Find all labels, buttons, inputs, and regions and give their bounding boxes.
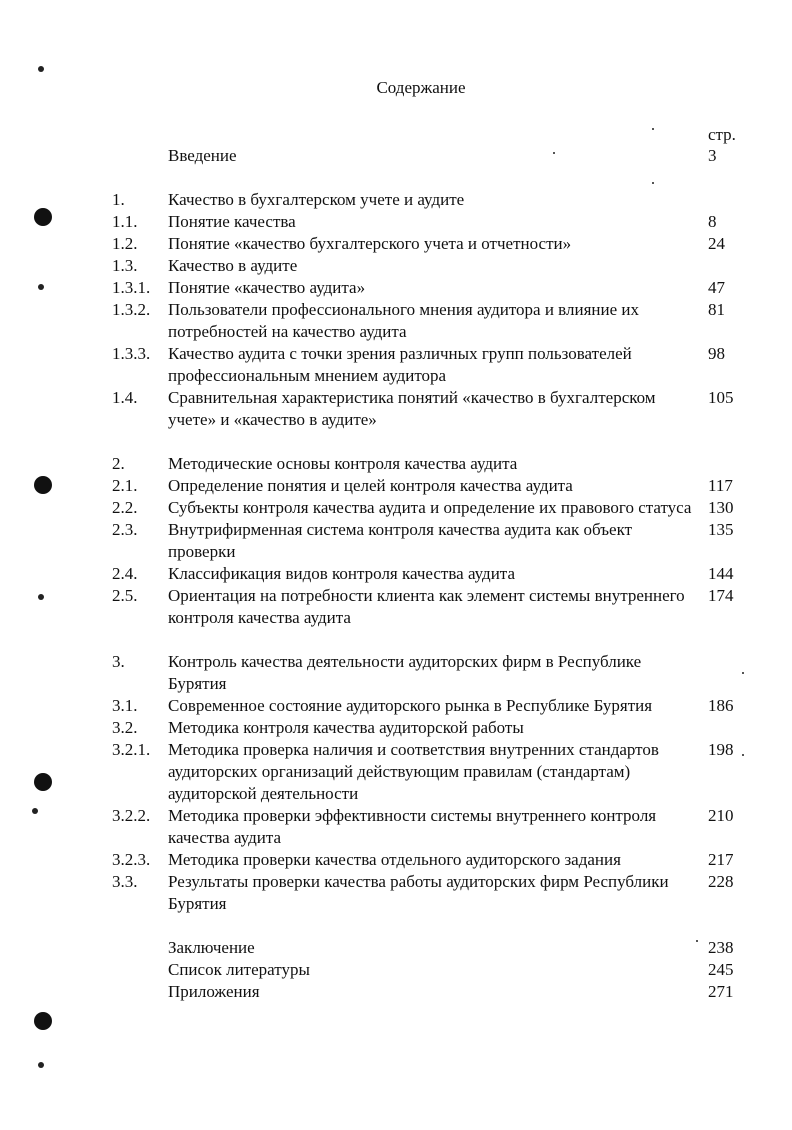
toc-entry-text: Сравнительная характеристика понятий «качество в бухгалтерском учете» и «качество в аудите» bbox=[168, 388, 656, 429]
toc-entry-page: 135 bbox=[708, 520, 734, 539]
toc-entry-text: Понятие «качество бухгалтерского учета и отчетности» bbox=[168, 234, 572, 253]
page-column-label: стр. bbox=[708, 125, 736, 144]
table-of-contents bbox=[0, 145, 792, 1003]
scan-dot-mark bbox=[652, 128, 654, 130]
toc-entry-text: Методика проверка наличия и соответствия внутренних стандартов аудиторских организаций действующим правилам (стандартам) аудиторской деятельности bbox=[168, 740, 659, 803]
toc-entry-intro bbox=[0, 145, 792, 167]
toc-entry-page: 8 bbox=[708, 212, 717, 231]
toc-entry bbox=[0, 849, 792, 871]
toc-entry-text: Приложения bbox=[168, 982, 260, 1001]
toc-entry-number: 2.4. bbox=[112, 564, 138, 583]
toc-entry-text: Ориентация на потребности клиента как элемент системы внутреннего контроля качества аудита bbox=[168, 586, 685, 627]
toc-entry-number: 3.2.3. bbox=[112, 850, 151, 869]
toc-entry-number: 2.5. bbox=[112, 586, 138, 605]
toc-entry-number: 1. bbox=[112, 190, 125, 209]
toc-entry bbox=[0, 343, 792, 387]
toc-entry-page: 24 bbox=[708, 234, 725, 253]
toc-entry bbox=[0, 717, 792, 739]
toc-entry-page: 98 bbox=[708, 344, 725, 363]
toc-entry-text: Субъекты контроля качества аудита и определение их правового статуса bbox=[168, 498, 692, 517]
toc-entry-page: 186 bbox=[708, 696, 734, 715]
toc-entry-text: Определение понятия и целей контроля качества аудита bbox=[168, 476, 573, 495]
toc-entry-page: 245 bbox=[708, 960, 734, 979]
toc-entry-page: 198 bbox=[708, 740, 734, 759]
toc-entry-page: 174 bbox=[708, 586, 734, 605]
toc-entry-page: 271 bbox=[708, 982, 734, 1001]
toc-entry-text: Классификация видов контроля качества аудита bbox=[168, 564, 515, 583]
toc-entry-number: 1.3.3. bbox=[112, 344, 151, 363]
toc-entry bbox=[0, 871, 792, 915]
toc-entry bbox=[0, 189, 792, 211]
toc-entry bbox=[0, 475, 792, 497]
toc-entry-number: 1.3.2. bbox=[112, 300, 151, 319]
toc-entry-number: 2.1. bbox=[112, 476, 138, 495]
toc-entry bbox=[0, 277, 792, 299]
toc-entry bbox=[0, 695, 792, 717]
toc-entry-number: 3. bbox=[112, 652, 125, 671]
toc-entry bbox=[0, 563, 792, 585]
toc-entry-text: Внутрифирменная система контроля качества аудита как объект проверки bbox=[168, 520, 633, 561]
scan-speck-mark bbox=[38, 1062, 44, 1068]
toc-entry bbox=[0, 453, 792, 475]
toc-entry-page: 228 bbox=[708, 872, 734, 891]
toc-entry-text: Список литературы bbox=[168, 960, 310, 979]
toc-entry bbox=[0, 387, 792, 431]
toc-entry-page: 144 bbox=[708, 564, 734, 583]
toc-entry bbox=[0, 739, 792, 805]
toc-entry-page: 47 bbox=[708, 278, 725, 297]
page-title: Содержание bbox=[376, 78, 466, 97]
toc-entry bbox=[0, 299, 792, 343]
toc-entry bbox=[0, 255, 792, 277]
toc-entry-number: 1.4. bbox=[112, 388, 138, 407]
toc-entry-text: Современное состояние аудиторского рынка в Республике Бурятия bbox=[168, 696, 653, 715]
toc-entry-text: Пользователи профессионального мнения аудитора и влияние их потребностей на качество аудита bbox=[168, 300, 639, 341]
toc-entry bbox=[0, 211, 792, 233]
toc-entry-text: Заключение bbox=[168, 938, 255, 957]
toc-entry-number: 3.3. bbox=[112, 872, 138, 891]
toc-entry bbox=[0, 497, 792, 519]
toc-entry-number: 2.2. bbox=[112, 498, 138, 517]
section-spacer bbox=[0, 167, 792, 189]
toc-entry-number: 2.3. bbox=[112, 520, 138, 539]
toc-entry-text: Качество аудита с точки зрения различных групп пользователей профессиональным мнением аудитора bbox=[168, 344, 632, 385]
section-spacer bbox=[0, 629, 792, 651]
toc-entry-text: Понятие «качество аудита» bbox=[168, 278, 366, 297]
section-spacer bbox=[0, 915, 792, 937]
toc-entry-page: 217 bbox=[708, 850, 734, 869]
toc-entry-bibliography bbox=[0, 959, 792, 981]
toc-entry-text: Качество в бухгалтерском учете и аудите bbox=[168, 190, 465, 209]
toc-entry-text: Качество в аудите bbox=[168, 256, 298, 275]
toc-entry-page: 238 bbox=[708, 938, 734, 957]
toc-entry-page: 117 bbox=[708, 476, 733, 495]
toc-entry-number: 3.2. bbox=[112, 718, 138, 737]
toc-entry-text: Методика проверки эффективности системы внутреннего контроля качества аудита bbox=[168, 806, 657, 847]
toc-entry-number: 3.1. bbox=[112, 696, 138, 715]
toc-entry-number: 1.3.1. bbox=[112, 278, 151, 297]
toc-entry-page: 130 bbox=[708, 498, 734, 517]
toc-entry-text: Понятие качества bbox=[168, 212, 296, 231]
toc-entry-text: Контроль качества деятельности аудиторских фирм в Республике Бурятия bbox=[168, 652, 642, 693]
toc-entry bbox=[0, 233, 792, 255]
scan-speck-mark bbox=[38, 66, 44, 72]
toc-entry-number: 1.2. bbox=[112, 234, 138, 253]
toc-entry-page: 3 bbox=[708, 146, 717, 165]
toc-entry-text: Методика проверки качества отдельного аудиторского задания bbox=[168, 850, 621, 869]
section-spacer bbox=[0, 431, 792, 453]
punch-hole-mark bbox=[34, 1012, 52, 1030]
toc-entry-page: 81 bbox=[708, 300, 725, 319]
toc-entry-text: Методические основы контроля качества аудита bbox=[168, 454, 518, 473]
toc-entry bbox=[0, 651, 792, 695]
toc-entry-number: 1.3. bbox=[112, 256, 138, 275]
toc-entry-text: Введение bbox=[168, 146, 237, 165]
toc-entry-appendices bbox=[0, 981, 792, 1003]
toc-entry bbox=[0, 519, 792, 563]
toc-entry bbox=[0, 805, 792, 849]
toc-entry-text: Результаты проверки качества работы аудиторских фирм Республики Бурятия bbox=[168, 872, 669, 913]
toc-entry-page: 105 bbox=[708, 388, 734, 407]
toc-entry bbox=[0, 585, 792, 629]
toc-entry-text: Методика контроля качества аудиторской работы bbox=[168, 718, 524, 737]
toc-entry-page: 210 bbox=[708, 806, 734, 825]
toc-entry-number: 3.2.1. bbox=[112, 740, 151, 759]
toc-entry-number: 1.1. bbox=[112, 212, 138, 231]
toc-entry-number: 3.2.2. bbox=[112, 806, 151, 825]
toc-entry-number: 2. bbox=[112, 454, 125, 473]
toc-entry-conclusion bbox=[0, 937, 792, 959]
